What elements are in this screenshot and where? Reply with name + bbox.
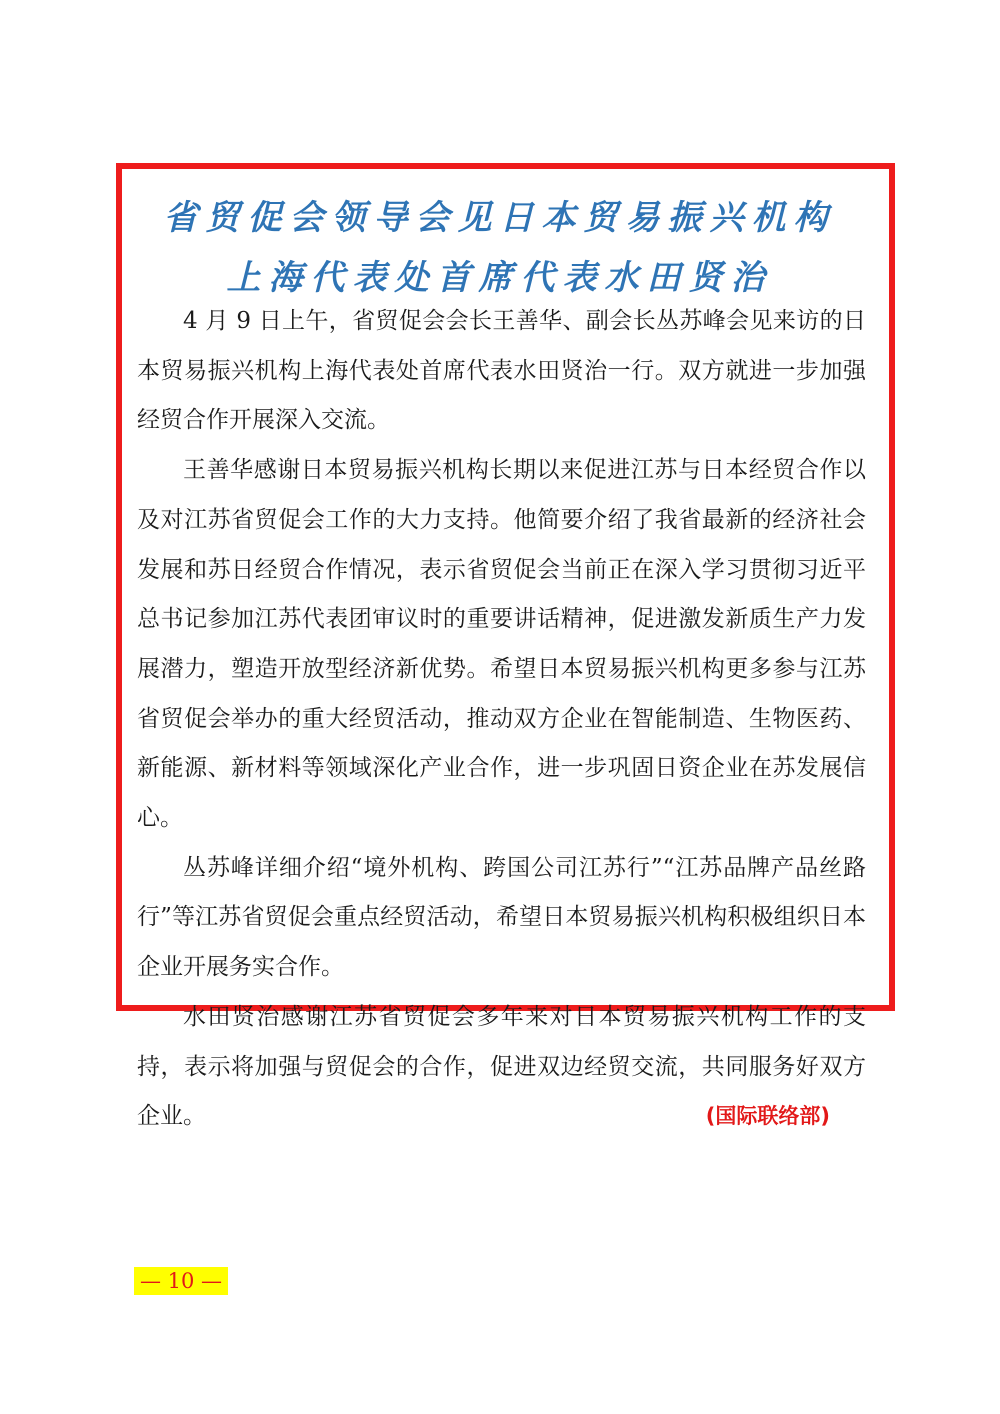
paragraph-2: 王善华感谢日本贸易振兴机构长期以来促进江苏与日本经贸合作以及对江苏省贸促会工作的大力支持。他简要介绍了我省最新的经济社会发展和苏日经贸合作情况，表示省贸促会当前正在深入学习贯彻习近平总书记参加江苏代表团审议时的重要讲话精神，促进激发新质生产力发展潜力，塑造开放型经济新优势。希望日本贸易振兴机构更多参与江苏省贸促会举办的重大经贸活动，推动双方企业在智能制造、生物医药、新能源、新材料等领域深化产业合作，进一步巩固日资企业在苏发展信心。 xyxy=(137,457,866,832)
paragraph-1: 4 月 9 日上午，省贸促会会长王善华、副会长丛苏峰会见来访的日本贸易振兴机构上海代表处首席代表水田贤治一行。双方就进一步加强经贸合作开展深入交流。 xyxy=(137,308,866,434)
article-body xyxy=(137,297,866,1142)
title-line-2: 上海代表处首席代表水田贤治 xyxy=(226,258,773,298)
title-line-1: 省贸促会领导会见日本贸易振兴机构 xyxy=(163,198,836,238)
page-number: — 10 — xyxy=(134,1267,228,1295)
paragraph-4 xyxy=(137,993,866,1142)
department-signature: (国际联络部) xyxy=(705,1104,830,1129)
paragraph-4-text: 水田贤治感谢江苏省贸促会多年来对日本贸易振兴机构工作的支持，表示将加强与贸促会的合作，促进双边经贸交流，共同服务好双方企业。 xyxy=(137,1003,866,1130)
paragraph-3: 丛苏峰详细介绍“境外机构、跨国公司江苏行”“江苏品牌产品丝路行”等江苏省贸促会重点经贸活动，希望日本贸易振兴机构积极组织日本企业开展务实合作。 xyxy=(137,854,866,981)
